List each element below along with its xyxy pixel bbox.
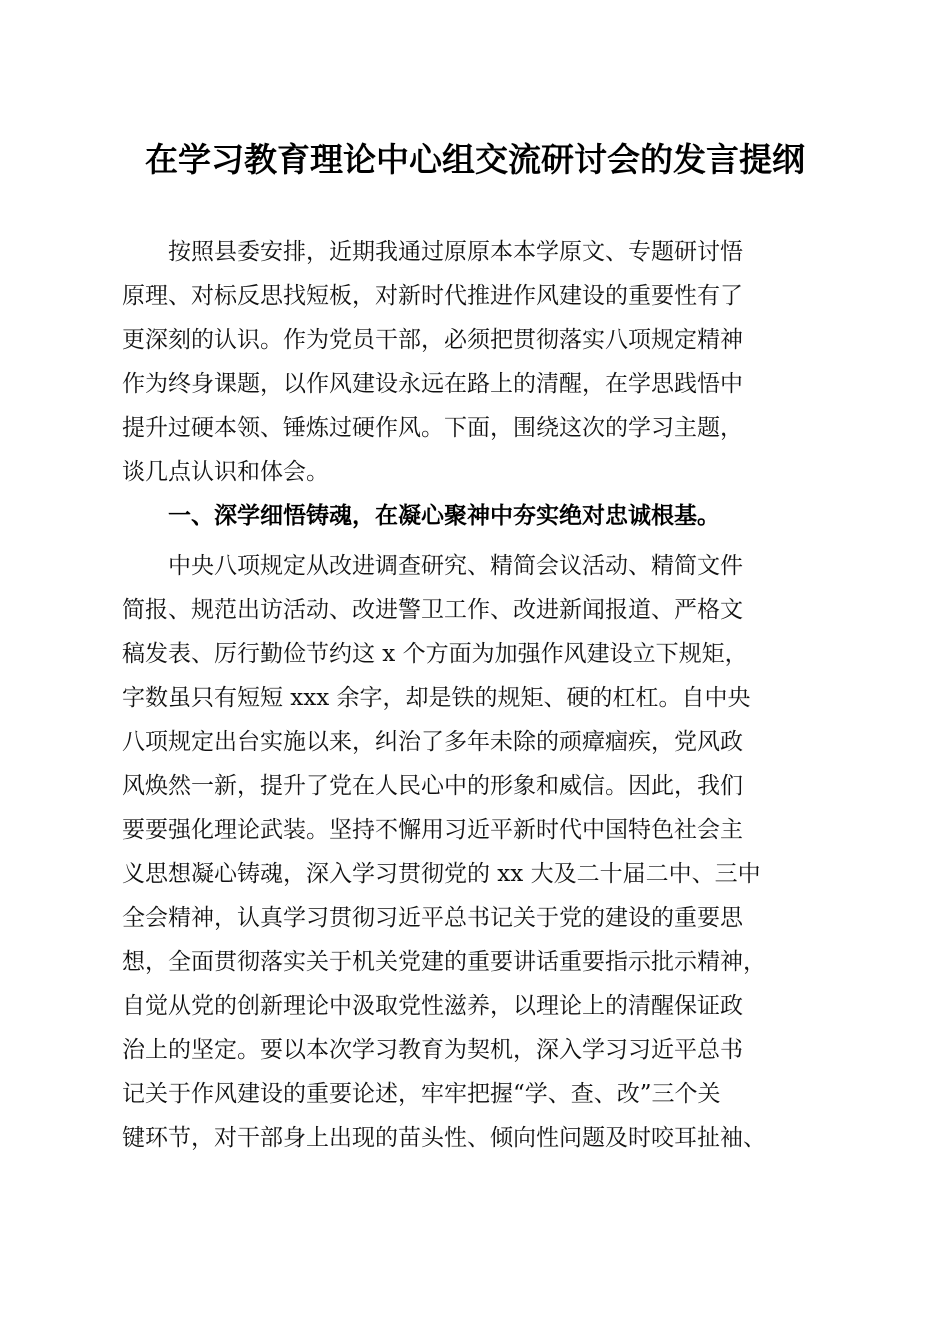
paragraph-line: 义思想凝心铸魂，深入学习贯彻党的 xx 大及二十届二中、三中: [122, 861, 761, 887]
paragraph-line: 要要强化理论武装。坚持不懈用习近平新时代中国特色社会主: [122, 817, 743, 843]
paragraph-line: 原理、对标反思找短板，对新时代推进作风建设的重要性有了: [122, 283, 743, 309]
paragraph-line: 作为终身课题，以作风建设永远在路上的清醒，在学思践悟中: [122, 371, 743, 397]
paragraph-line: 按照县委安排，近期我通过原原本本学原文、专题研讨悟: [122, 239, 743, 265]
paragraph-line: 治上的坚定。要以本次学习教育为契机，深入学习习近平总书: [122, 1037, 743, 1063]
paragraph-line: 键环节，对干部身上出现的苗头性、倾向性问题及时咬耳扯袖、: [122, 1125, 766, 1151]
paragraph-line: 提升过硬本领、锤炼过硬作风。下面，围绕这次的学习主题，: [122, 415, 743, 441]
document-title: 在学习教育理论中心组交流研讨会的发言提纲: [145, 140, 805, 179]
paragraph-line: 字数虽只有短短 xxx 余字，却是铁的规矩、硬的杠杠。自中央: [122, 685, 751, 711]
paragraph-line: 自觉从党的创新理论中汲取党性滋养，以理论上的清醒保证政: [122, 993, 743, 1019]
paragraph-line: 八项规定出台实施以来，纠治了多年未除的顽瘴痼疾，党风政: [122, 729, 743, 755]
paragraph-line: 风焕然一新，提升了党在人民心中的形象和威信。因此，我们: [122, 773, 743, 799]
paragraph-line: 记关于作风建设的重要论述，牢牢把握“学、查、改”三个关: [122, 1081, 721, 1107]
paragraph-line: 稿发表、厉行勤俭节约这 x 个方面为加强作风建设立下规矩，: [122, 641, 748, 667]
section-heading: 一、深学细悟铸魂，在凝心聚神中夯实绝对忠诚根基。: [122, 503, 720, 529]
paragraph-line: 简报、规范出访活动、改进警卫工作、改进新闻报道、严格文: [122, 597, 743, 623]
paragraph-line: 更深刻的认识。作为党员干部，必须把贯彻落实八项规定精神: [122, 327, 743, 353]
paragraph-line: 全会精神，认真学习贯彻习近平总书记关于党的建设的重要思: [122, 905, 743, 931]
paragraph-line: 谈几点认识和体会。: [122, 459, 329, 485]
paragraph-line: 中央八项规定从改进调查研究、精简会议活动、精简文件: [122, 553, 743, 579]
paragraph-line: 想，全面贯彻落实关于机关党建的重要讲话重要指示批示精神，: [122, 949, 766, 975]
